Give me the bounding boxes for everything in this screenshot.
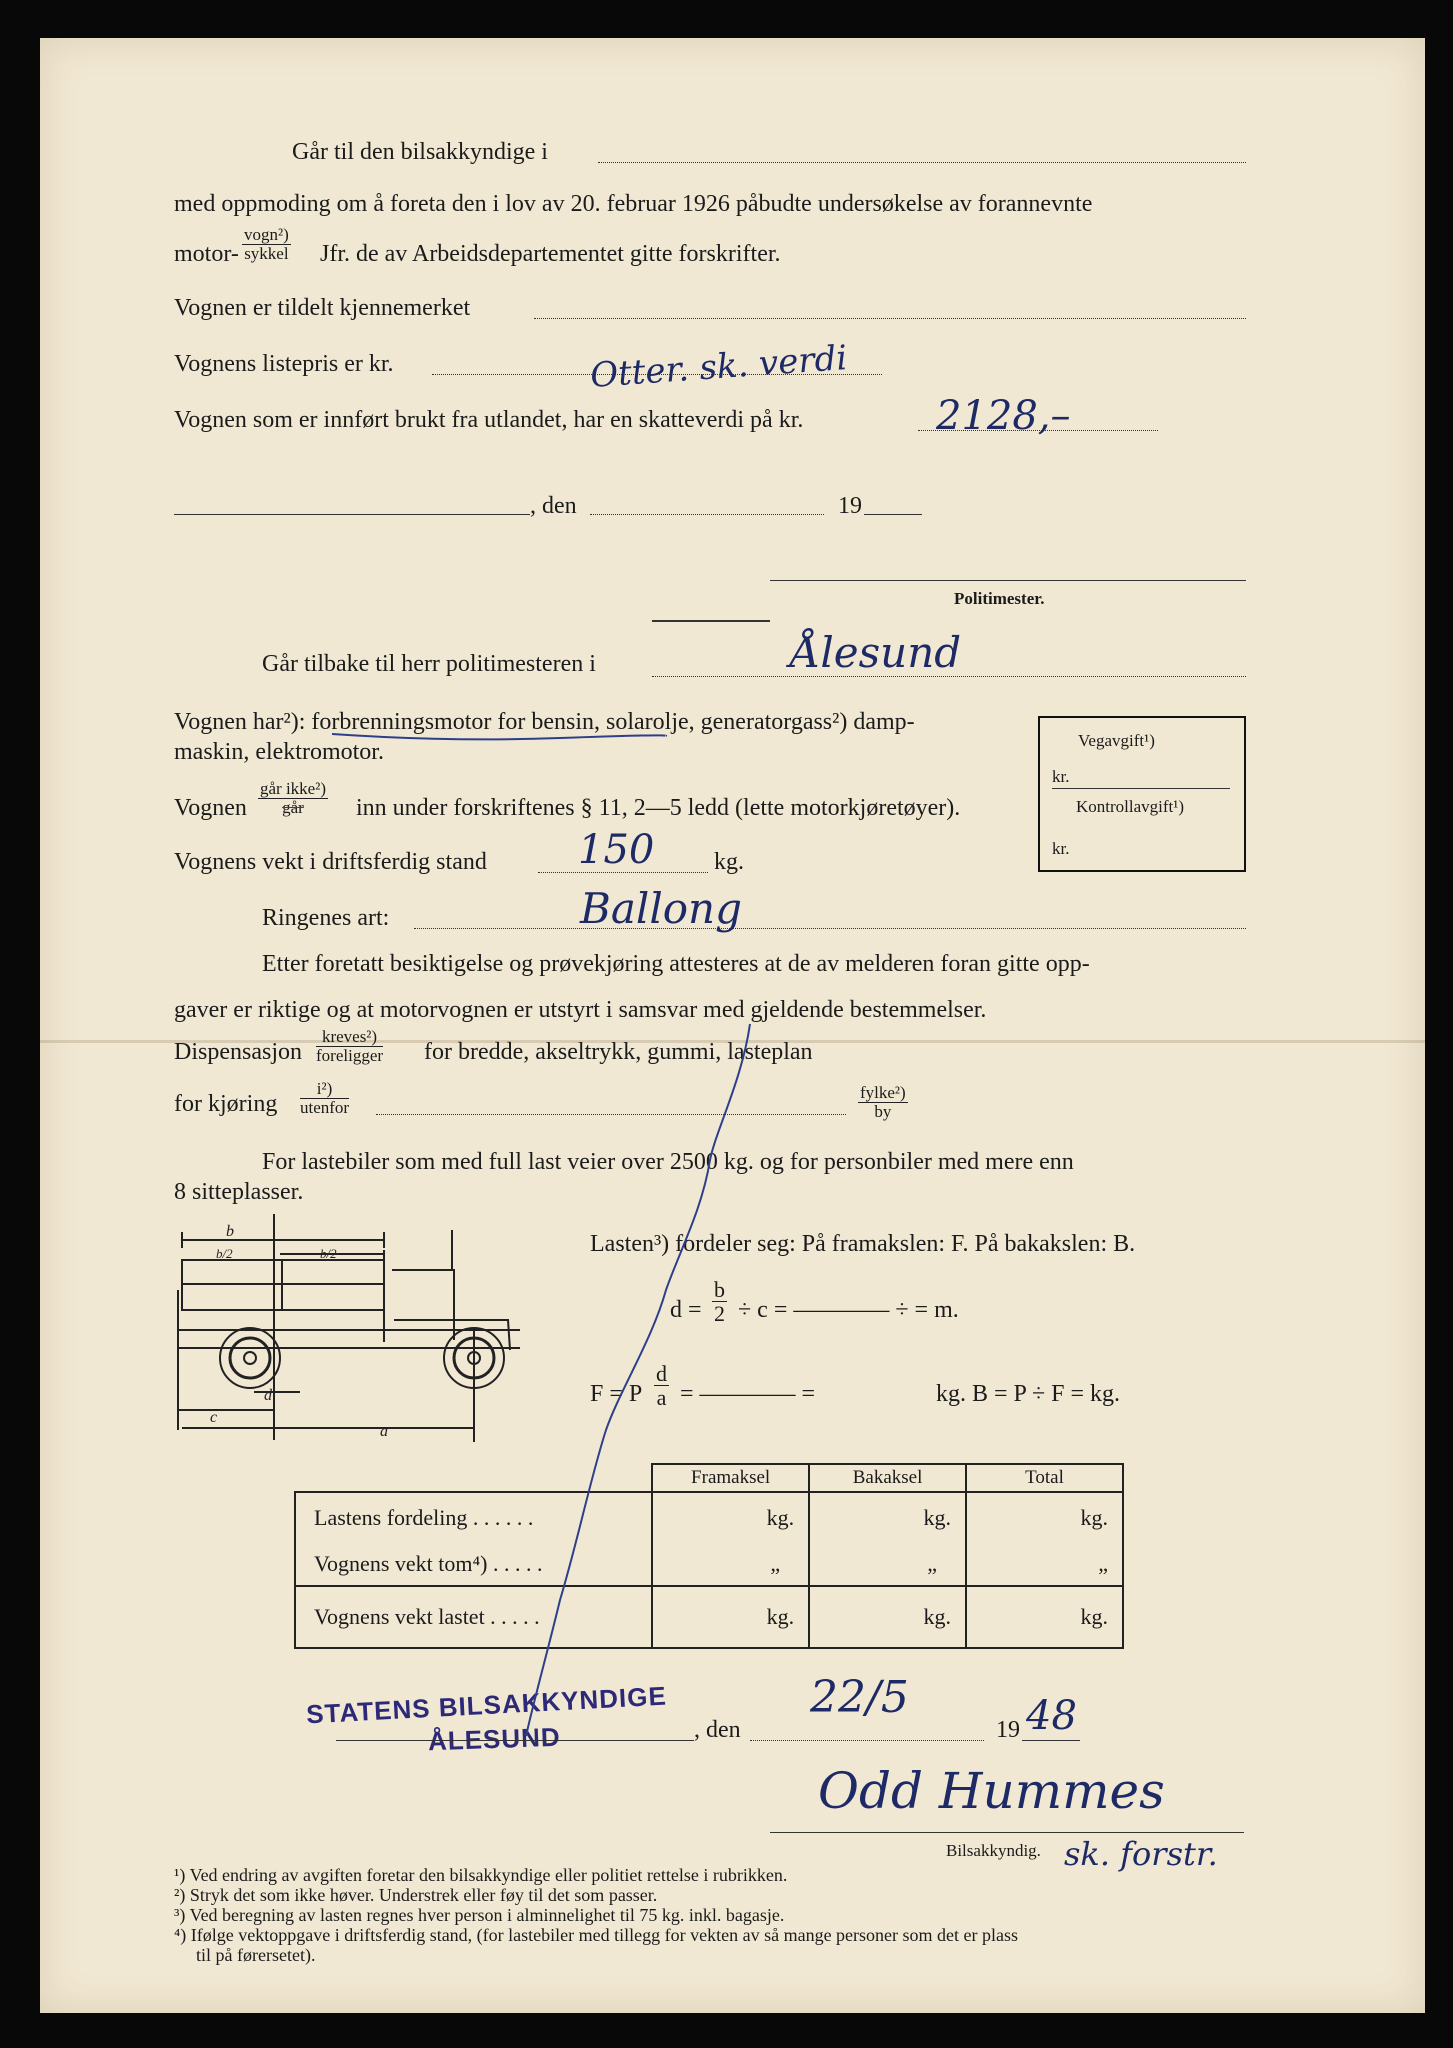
listepris-handwriting: Otter. sk. verdi	[588, 338, 849, 396]
by-denominator: by	[874, 1101, 892, 1121]
politimester-signature-line	[770, 580, 1246, 581]
dispensasjon-fraction	[316, 1028, 383, 1065]
sign-year-handwriting: 48	[1026, 1693, 1077, 1739]
table-cell: kg.	[809, 1492, 966, 1543]
sign-place-field	[336, 1740, 694, 1741]
skatteverdi-handwriting: 2128,–	[936, 393, 1071, 439]
date-field	[590, 514, 824, 515]
bilsakkyndig-label: Bilsakkyndig.	[946, 1841, 1041, 1860]
table-cell: kg.	[809, 1586, 966, 1648]
table-row-label: Vognens vekt lastet . . . . .	[295, 1586, 652, 1648]
formula-f-prefix: F = P	[590, 1381, 643, 1407]
sign-date-handwriting: 22/5	[810, 1672, 909, 1723]
ringenes-handwriting: Ballong	[580, 884, 742, 933]
kjennemerke-label: Vognen er tildelt kjennemerket	[174, 295, 471, 321]
place-field	[174, 514, 530, 515]
bilsakkyndig-signature-line	[770, 1832, 1244, 1833]
vegavgift-label: Vegavgift¹)	[1078, 731, 1155, 750]
dispensasjon-label: Dispensasjon	[174, 1039, 302, 1065]
formula-f-suffix: = ———— =	[680, 1381, 816, 1407]
truck-label-a: a	[380, 1423, 388, 1440]
forward-label: Går til den bilsakkyndige i	[292, 139, 548, 165]
formula-d-prefix: d =	[670, 1297, 702, 1323]
forskrift-text: inn under forskriftenes § 11, 2—5 ledd (lette motorkjøretøyer).	[356, 795, 961, 821]
table-header-total: Total	[966, 1464, 1123, 1492]
forward-field	[598, 162, 1246, 163]
table-header-bakaksel: Bakaksel	[809, 1464, 966, 1492]
signature-handwriting: Odd Hummes	[818, 1762, 1165, 1820]
table-cell: kg.	[966, 1586, 1123, 1648]
stamp-line1: STATENS BILSAKKYNDIGE	[305, 1680, 668, 1730]
return-label: Går tilbake til herr politimesteren i	[262, 651, 596, 677]
vegavgift-field	[1052, 788, 1230, 789]
table-cell: kg.	[652, 1586, 809, 1648]
footnote-1: ¹) Ved endring av avgiften foretar den bilsakkyndige eller politiet rettelse i rubrikken.	[174, 1865, 788, 1885]
year-label: 19	[838, 493, 862, 519]
table-cell: „	[809, 1543, 966, 1586]
table-cell: „	[966, 1543, 1123, 1586]
formula-f-denominator: a	[656, 1385, 667, 1411]
kontrollavgift-kr: kr.	[1052, 839, 1070, 858]
sign-date-field	[750, 1740, 984, 1741]
lastebil-line1: For lastebiler som med full last veier over 2500 kg. og for personbiler med mere enn	[262, 1149, 1074, 1175]
sign-den-label: , den	[694, 1717, 741, 1743]
vogn-sykkel-fraction	[242, 226, 291, 263]
fylke-fraction	[858, 1084, 908, 1121]
table-cell: kg.	[652, 1492, 809, 1543]
avgift-box	[1038, 716, 1246, 872]
footnote-3: ³) Ved beregning av lasten regnes hver person i alminnelighet til 75 kg. inkl. bagasje.	[174, 1905, 785, 1925]
politimester-label: Politimester.	[954, 589, 1045, 608]
motor-type-line2: maskin, elektromotor.	[174, 739, 384, 765]
truck-label-d: d	[264, 1387, 272, 1404]
utenfor-denominator: utenfor	[300, 1097, 350, 1117]
sykkel-denominator: sykkel	[244, 243, 289, 263]
formula-f-numerator: d	[656, 1361, 667, 1386]
motor-prefix: motor-	[174, 241, 239, 267]
footnote-4: ⁴) Ifølge vektoppgave i driftsferdig stand, (for lastebiler med tillegg for vekten av så mange personer som det er plass	[174, 1925, 1019, 1945]
kjoring-fraction	[300, 1080, 349, 1117]
truck-label-c: c	[210, 1409, 218, 1426]
kreves-numerator: kreves²)	[316, 1028, 383, 1047]
truck-label-b: b	[226, 1223, 234, 1240]
listepris-label: Vognens listepris er kr.	[174, 351, 394, 377]
vogn-numerator: vogn²)	[244, 225, 289, 244]
sign-year-field	[1022, 1740, 1080, 1741]
request-line: med oppmoding om å foreta den i lov av 20. februar 1926 påbudte undersøkelse av forannevnte	[174, 191, 1093, 217]
truck-label-half-b2: b/2	[320, 1246, 337, 1261]
date-den-label: , den	[530, 493, 577, 519]
kontrollavgift-label: Kontrollavgift¹)	[1076, 797, 1185, 816]
formula-f-tail: kg. B = P ÷ F = kg.	[936, 1381, 1121, 1407]
fylke-numerator: fylke²)	[860, 1083, 906, 1102]
pen-stroke-mark	[520, 1020, 780, 1743]
year-field	[864, 514, 922, 515]
motor-type-line1: Vognen har²): forbrenningsmotor for bensin, solarolje, generatorgass²) damp-	[174, 709, 915, 735]
attest-line2: gaver er riktige og at motorvognen er utstyrt i samsvar med gjeldende bestemmelser.	[174, 997, 987, 1023]
footnote-2: ²) Stryk det som ikke høver. Understrek eller føy til det som passer.	[174, 1885, 658, 1905]
truck-diagram	[174, 1210, 544, 1450]
footnote-4-continued: til på førersetet).	[196, 1945, 316, 1965]
sign-year-printed: 19	[996, 1717, 1020, 1743]
vekt-label: Vognens vekt i driftsferdig stand	[174, 849, 487, 875]
vekt-unit: kg.	[714, 849, 744, 875]
foreligger-denominator: foreligger	[316, 1045, 384, 1065]
title-handwriting: sk. forstr.	[1064, 1835, 1218, 1873]
table-cell: „	[652, 1543, 809, 1586]
formula-d-numerator: b	[714, 1277, 725, 1302]
table-header-framaksel: Framaksel	[652, 1464, 809, 1492]
truck-label-half-b1: b/2	[216, 1246, 233, 1261]
regulation-reference: Jfr. de av Arbeidsdepartementet gitte forskrifter.	[320, 241, 781, 267]
kjennemerke-field	[534, 318, 1246, 319]
table-row-label: Lastens fordeling . . . . . .	[295, 1492, 652, 1543]
lastebil-line2: 8 sitteplasser.	[174, 1179, 304, 1205]
vegavgift-kr: kr.	[1052, 767, 1070, 786]
ringenes-label: Ringenes art:	[262, 905, 390, 931]
skatteverdi-label: Vognen som er innført brukt fra utlandet, har en skatteverdi på kr.	[174, 407, 804, 433]
section-divider	[652, 620, 770, 622]
dispensasjon-text: for bredde, akseltrykk, gummi, lasteplan	[424, 1039, 813, 1065]
i-numerator: i²)	[300, 1080, 349, 1099]
return-handwriting: Ålesund	[790, 628, 962, 677]
formula-d-suffix: ÷ c = ———— ÷ = m.	[738, 1297, 959, 1323]
gar-denominator: går	[282, 797, 304, 817]
table-row-label: Vognens vekt tom⁴) . . . . .	[295, 1543, 652, 1586]
table-cell: kg.	[966, 1492, 1123, 1543]
gar-fraction	[258, 780, 328, 817]
formula-d-denominator: 2	[714, 1301, 725, 1327]
vognen-label: Vognen	[174, 795, 247, 821]
attest-line1: Etter foretatt besiktigelse og prøvekjøring attesteres at de av melderen foran gitte opp-	[262, 951, 1090, 977]
vekt-handwriting: 150	[578, 827, 655, 873]
lasten-text: Lasten³) fordeler seg: På framakslen: F. På bakakslen: B.	[590, 1231, 1136, 1257]
ringenes-field	[414, 928, 1246, 929]
kjoring-label: for kjøring	[174, 1091, 278, 1117]
stamp-line2: ÅLESUND	[427, 1721, 562, 1757]
gar-ikke-numerator: går ikke²)	[260, 779, 326, 798]
